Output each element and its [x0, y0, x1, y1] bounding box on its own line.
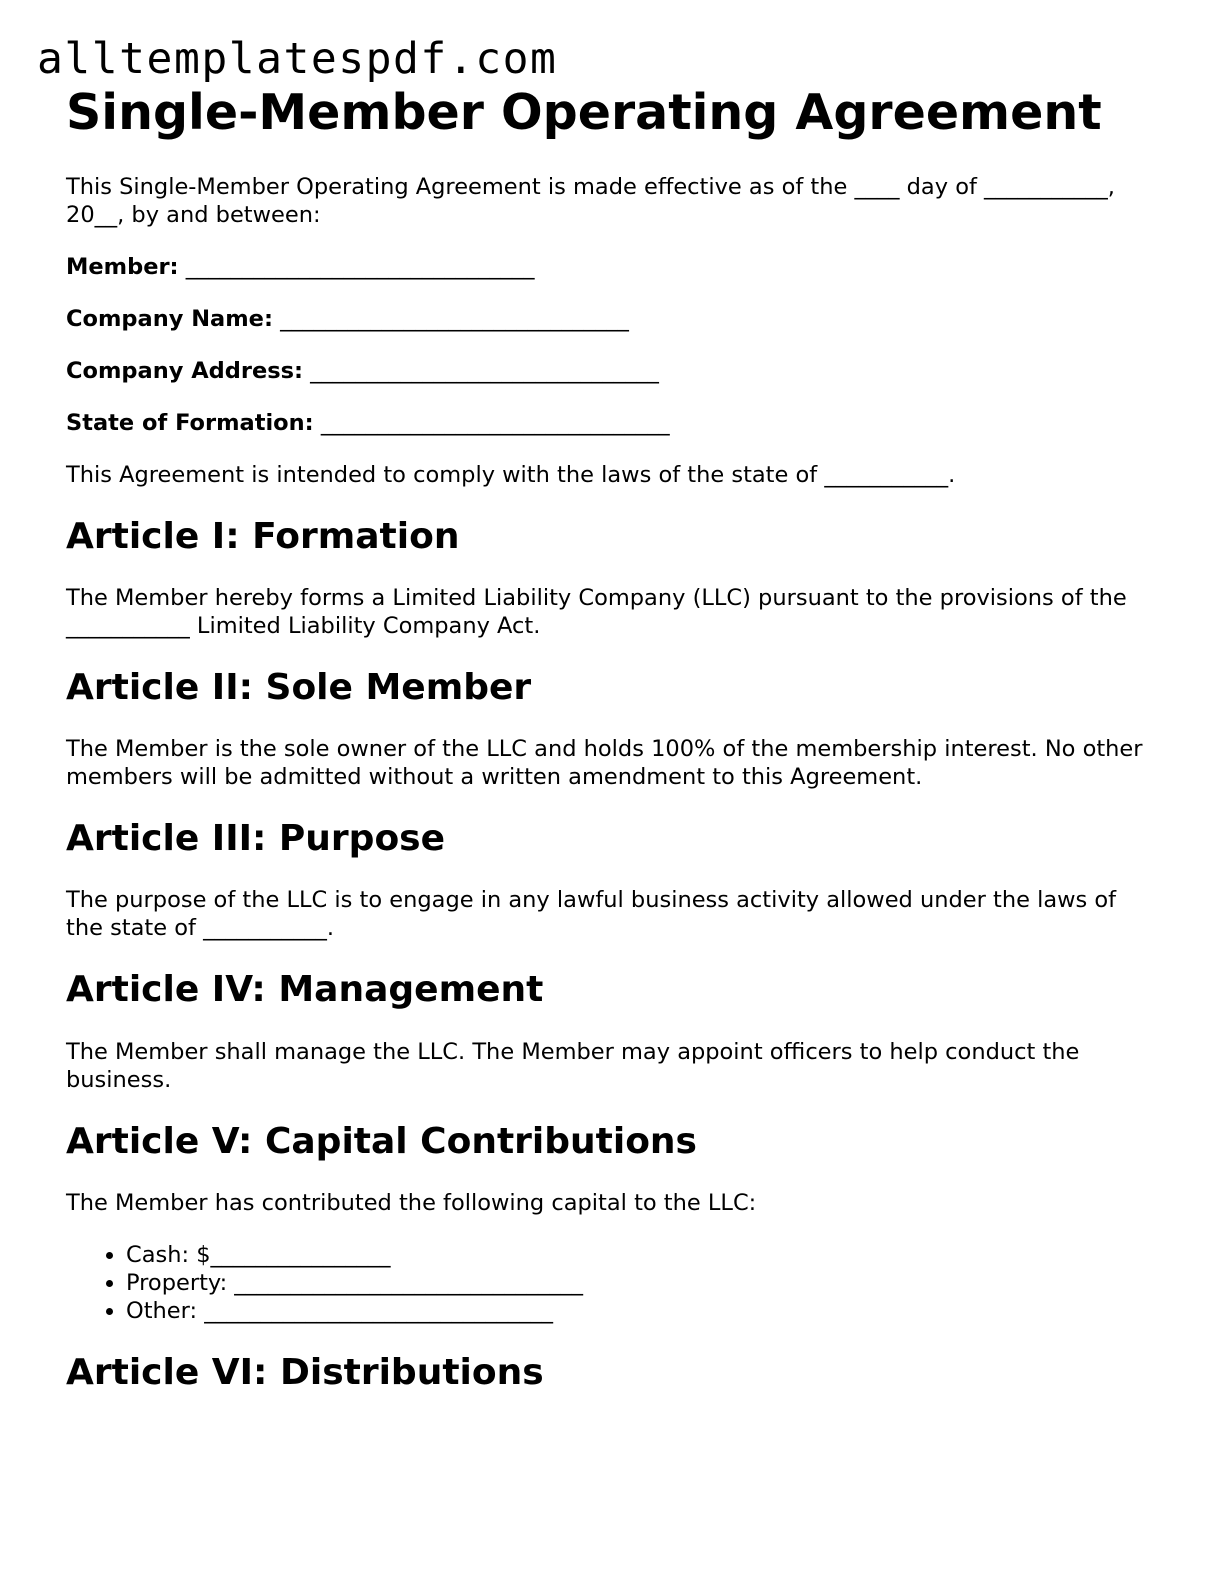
company-name-label: Company Name:	[66, 305, 273, 332]
capital-list	[66, 1241, 1146, 1325]
watermark-text: alltemplatespdf.com	[37, 34, 558, 84]
article-3-body: The purpose of the LLC is to engage in any lawful business activity allowed under the laws of the state of ___________.	[66, 887, 1117, 942]
article-5-body: The Member has contributed the following capital to the LLC:	[66, 1189, 757, 1216]
member-field	[66, 253, 1146, 281]
article-2-heading: Article II: Sole Member	[66, 666, 532, 708]
article-2-body: The Member is the sole owner of the LLC and holds 100% of the membership interest. No other members will be admitted without a written amendment to this Agreement.	[66, 736, 1143, 791]
company-address-field	[66, 357, 1146, 385]
member-label: Member:	[66, 253, 179, 280]
article-5	[66, 1120, 1146, 1325]
state-of-formation-field	[66, 409, 1146, 437]
article-4	[66, 968, 1146, 1093]
article-1	[66, 515, 1146, 640]
company-name-blank: _______________________________	[280, 305, 629, 332]
intro-paragraph: This Single-Member Operating Agreement is made effective as of the ____ day of ___________, 20__, by and between:	[66, 173, 1115, 228]
article-4-heading: Article IV: Management	[66, 969, 544, 1011]
article-4-body: The Member shall manage the LLC. The Member may appoint officers to help conduct the business.	[66, 1038, 1080, 1093]
company-name-field	[66, 305, 1146, 333]
document-title: Single-Member Operating Agreement	[66, 84, 1102, 141]
article-2	[66, 666, 1146, 791]
state-of-formation-label: State of Formation:	[66, 409, 314, 436]
company-address-blank: _______________________________	[310, 357, 659, 384]
article-5-heading: Article V: Capital Contributions	[66, 1120, 697, 1162]
article-3-heading: Article III: Purpose	[66, 818, 446, 860]
company-address-label: Company Address:	[66, 357, 303, 384]
article-6	[66, 1351, 1146, 1394]
article-1-heading: Article I: Formation	[66, 515, 460, 557]
article-3	[66, 817, 1146, 942]
article-1-body: The Member hereby forms a Limited Liability Company (LLC) pursuant to the provisions of the ___________ Limited Liability Company Act.	[66, 584, 1127, 639]
state-of-formation-blank: _______________________________	[320, 409, 670, 436]
capital-property-item: • Property: _______________________________	[126, 1269, 1146, 1297]
article-6-heading: Article VI: Distributions	[66, 1351, 544, 1393]
document-page	[66, 84, 1146, 1394]
member-blank: _______________________________	[185, 253, 535, 280]
capital-cash-item: • Cash: $________________	[126, 1241, 1146, 1269]
capital-other-item: • Other: _______________________________	[126, 1297, 1146, 1325]
comply-paragraph: This Agreement is intended to comply with the laws of the state of ___________.	[66, 461, 956, 488]
